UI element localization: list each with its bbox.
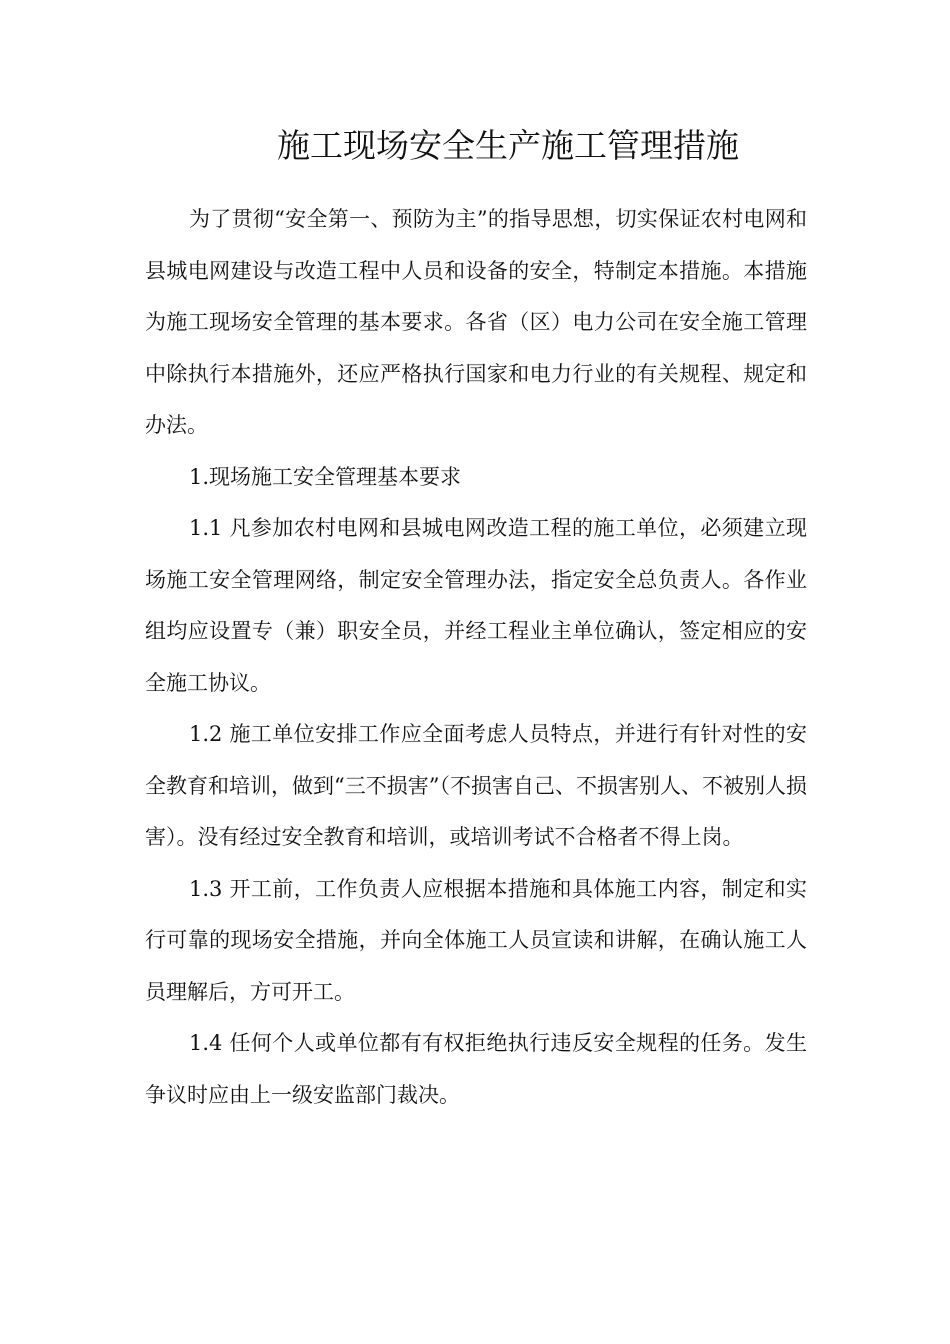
paragraph-1-4: 1.4 任何个人或单位都有有权拒绝执行违反安全规程的任务。发生争议时应由上一级安监部门裁决。: [145, 1031, 807, 1107]
paragraph-1-1: 1.1 凡参加农村电网和县城电网改造工程的施工单位，必须建立现场施工安全管理网络，制定安全管理办法，指定安全总负责人。各作业组均应设置专（兼）职安全员，并经工程业主单位确认，签定相应的安全施工协议。: [145, 516, 807, 695]
section-heading-1: 1.现场施工安全管理基本要求: [189, 464, 462, 489]
paragraph-1-3: 1.3 开工前，工作负责人应根据本措施和具体施工内容，制定和实行可靠的现场安全措施，并向全体施工人员宣读和讲解，在确认施工人员理解后，方可开工。: [145, 876, 807, 1004]
document-title: 施工现场安全生产施工管理措施: [277, 126, 739, 165]
paragraph-intro: 为了贯彻“安全第一、预防为主”的指导思想，切实保证农村电网和县城电网建设与改造工程中人员和设备的安全，特制定本措施。本措施为施工现场安全管理的基本要求。各省（区）电力公司在安全施工管理中除执行本措施外，还应严格执行国家和电力行业的有关规程、规定和办法。: [145, 207, 807, 437]
paragraph-1-2: 1.2 施工单位安排工作应全面考虑人员特点，并进行有针对性的安全教育和培训，做到“三不损害”（不损害自己、不损害别人、不被别人损害）。没有经过安全教育和培训，或培训考试不合格者不得上岗。: [145, 722, 807, 849]
document-body: [145, 194, 807, 1121]
